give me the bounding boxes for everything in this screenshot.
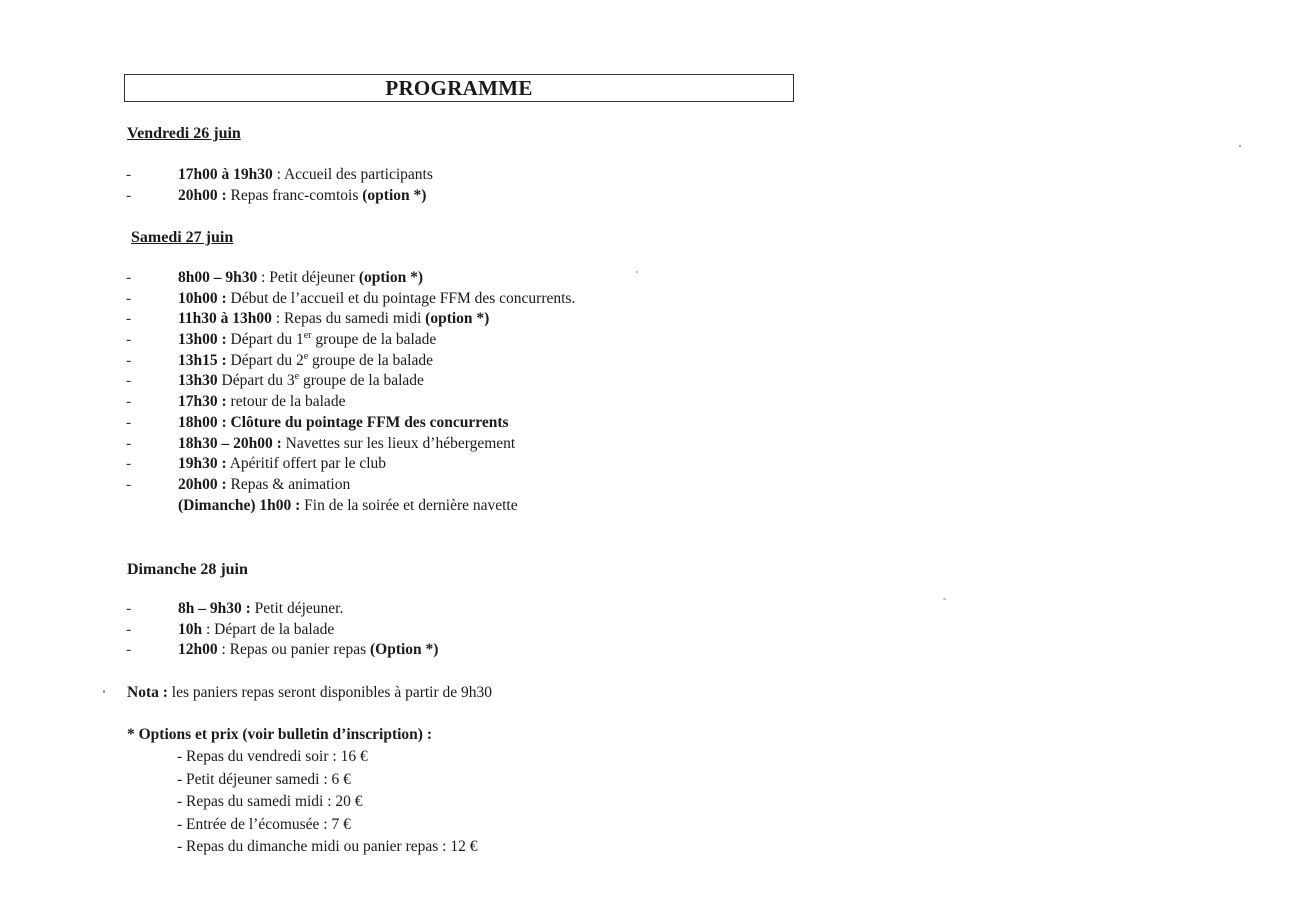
price-list [177,746,477,859]
item-time: 20h00 : [178,186,227,204]
list-item: - 17h00 à 19h30 : Accueil des participants [0,165,900,186]
options-heading: * Options et prix (voir bulletin d’inscription) : [127,726,432,743]
saturday-schedule [0,268,900,516]
friday-schedule [0,165,900,206]
day-heading-friday: Vendredi 26 juin [127,125,241,142]
bullet-dash: - [126,269,132,286]
page-title: PROGRAMME [124,74,794,102]
scan-speck [1239,145,1241,147]
bullet-dash: - [126,641,132,659]
list-item: - 13h00 : Départ du 1er groupe de la balade [0,330,900,351]
bullet-dash: - [126,455,132,473]
bullet-dash: - [126,351,132,369]
bullet-dash: - [126,372,132,390]
bullet-dash: - [126,393,132,411]
scan-speck [943,598,946,600]
bullet-dash: - [126,413,132,431]
bullet-dash: - [126,600,132,617]
list-item: - 13h30 Départ du 3e groupe de la balade [0,371,900,392]
sunday-schedule [0,599,900,661]
item-time: 17h00 à 19h30 [178,166,273,183]
item-option: (option *) [358,186,427,204]
bullet-dash: - [126,475,132,493]
list-item: - 8h00 – 9h30 : Petit déjeuner (option *) [0,268,900,289]
nota-note [127,684,492,702]
list-item: - 12h00 : Repas ou panier repas (Option *) [0,640,900,661]
price-item: - Repas du dimanche midi ou panier repas : 12 € [177,838,478,856]
nota-label: Nota : [127,684,168,701]
price-item: - Repas du samedi midi : 20 € [177,793,363,811]
list-item: - 20h00 : Repas & animation [0,475,900,496]
list-item: - 18h30 – 20h00 : Navettes sur les lieux d’hébergement [0,434,900,455]
list-item: - 10h00 : Début de l’accueil et du pointage FFM des concurrents. [0,289,900,310]
list-item: - 11h30 à 13h00 : Repas du samedi midi (option *) [0,309,900,330]
list-item: (Dimanche) 1h00 : Fin de la soirée et dernière navette [178,496,518,514]
scan-speck [636,271,638,273]
bullet-dash: - [126,331,132,349]
price-item: - Petit déjeuner samedi : 6 € [177,770,351,788]
bullet-dash: - [126,310,132,328]
list-item: - 17h30 : retour de la balade [0,392,900,413]
list-item: - 10h : Départ de la balade [0,620,900,641]
price-item: - Entrée de l’écomusée : 7 € [177,815,351,833]
day-heading-saturday: Samedi 27 juin [131,229,234,246]
day-heading-sunday: Dimanche 28 juin [127,561,248,578]
bullet-dash: - [126,620,132,638]
list-item: - 19h30 : Apéritif offert par le club [0,454,900,475]
list-item [0,186,900,207]
list-item: - 18h00 : Clôture du pointage FFM des concurrents [0,413,900,434]
price-item: - Repas du vendredi soir : 16 € [177,748,368,765]
bullet-dash: - [126,166,132,183]
item-text: Repas franc-comtois [230,186,359,204]
scan-speck [103,690,105,693]
bullet-dash: - [126,289,132,307]
item-text: Accueil des participants [283,166,433,183]
bullet-dash: - [126,434,132,452]
list-item: - 8h – 9h30 : Petit déjeuner. [0,599,900,620]
list-item: - 13h15 : Départ du 2e groupe de la balade [0,351,900,372]
bullet-dash: - [126,186,132,204]
nota-text: les paniers repas seront disponibles à partir de 9h30 [167,684,493,701]
